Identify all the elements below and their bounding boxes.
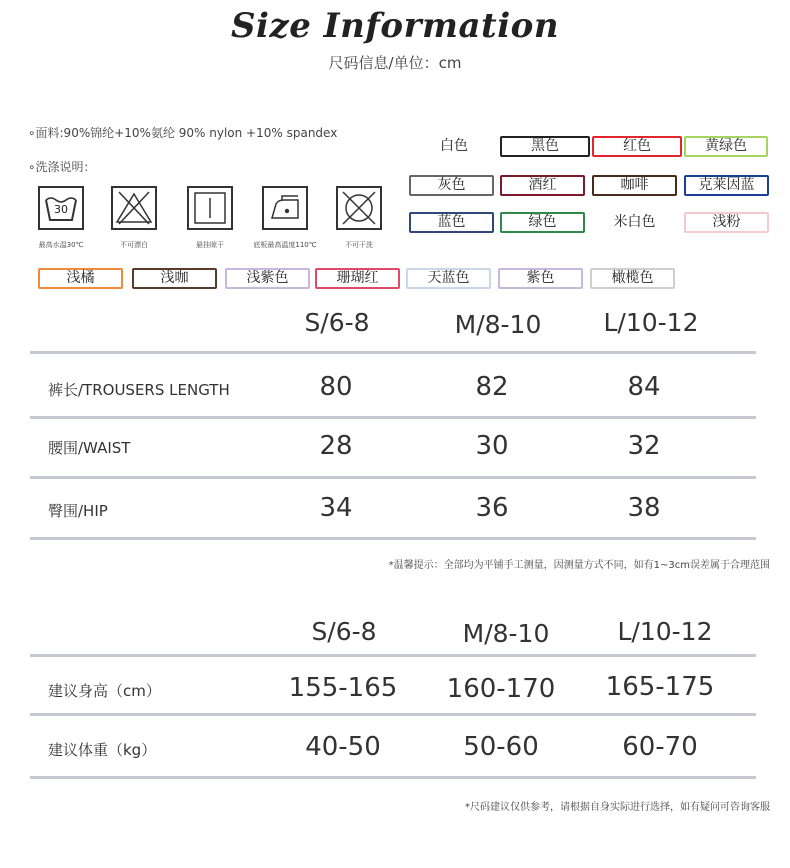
color-option[interactable]: 咖啡	[592, 175, 677, 196]
table-cell: 60-70	[622, 732, 698, 762]
color-option[interactable]: 黑色	[500, 136, 590, 157]
table-cell: 38	[627, 493, 661, 523]
fit-header-s: S/6-8	[311, 617, 377, 646]
color-option[interactable]: 橄榄色	[590, 268, 675, 289]
color-option[interactable]: 珊瑚红	[315, 268, 400, 289]
color-option[interactable]: 白色	[409, 136, 499, 157]
iron-110-icon	[262, 186, 308, 230]
care-label: 悬挂晾干	[196, 241, 224, 249]
color-option[interactable]: 浅橘	[38, 268, 123, 289]
row-label-height: 建议身高（cm）	[48, 682, 161, 700]
table-cell: 82	[475, 372, 509, 402]
size-advice-note: *尺码建议仅供参考，请根据自身实际进行选择，如有疑问可咨询客服	[465, 802, 770, 813]
care-title: ∘洗涤说明：	[28, 160, 96, 174]
color-option[interactable]: 克莱因蓝	[684, 175, 769, 196]
page-title: Size Information	[230, 6, 560, 46]
table-divider	[30, 654, 756, 657]
table-divider	[30, 537, 756, 540]
table-cell: 36	[475, 493, 509, 523]
row-label-length: 裤长/TROUSERS LENGTH	[48, 381, 230, 399]
color-option[interactable]: 蓝色	[409, 212, 494, 233]
row-label-waist: 腰围/WAIST	[48, 439, 131, 457]
color-option[interactable]: 黄绿色	[684, 136, 768, 157]
no-dry-clean-icon	[336, 186, 382, 230]
care-label: 不可干洗	[345, 241, 373, 249]
table-divider	[30, 351, 756, 354]
hang-dry-icon	[187, 186, 233, 230]
table-divider	[30, 476, 756, 479]
table-cell: 84	[627, 372, 661, 402]
color-option[interactable]: 紫色	[498, 268, 583, 289]
table-cell: 30	[475, 431, 509, 461]
wash-30-icon: 30	[38, 186, 84, 230]
color-option[interactable]: 浅粉	[684, 212, 769, 233]
measurement-note: *温馨提示：全部均为平铺手工测量，因测量方式不同，如有1~3cm误差属于合理范围	[388, 560, 770, 571]
color-option[interactable]: 灰色	[409, 175, 494, 196]
table-divider	[30, 713, 756, 716]
table-cell: 165-175	[605, 672, 715, 702]
table-divider	[30, 776, 756, 779]
fit-header-l: L/10-12	[617, 617, 713, 646]
color-option[interactable]: 米白色	[592, 212, 677, 233]
color-option[interactable]: 酒红	[500, 175, 585, 196]
row-label-hip: 臀围/HIP	[48, 502, 108, 520]
care-label: 最高水温30℃	[38, 241, 84, 249]
care-label: 底板最高温度110℃	[253, 241, 317, 249]
color-option[interactable]: 浅咖	[132, 268, 217, 289]
table-cell: 50-60	[463, 732, 539, 762]
page-subtitle: 尺码信息/单位：cm	[328, 54, 462, 72]
color-option[interactable]: 红色	[592, 136, 682, 157]
color-option[interactable]: 绿色	[500, 212, 585, 233]
size-header-l: L/10-12	[603, 308, 699, 337]
size-header-s: S/6-8	[304, 308, 370, 337]
table-divider	[30, 416, 756, 419]
table-cell: 32	[627, 431, 661, 461]
fit-header-m: M/8-10	[462, 619, 550, 648]
care-label: 不可漂白	[120, 241, 148, 249]
table-cell: 80	[319, 372, 353, 402]
color-option[interactable]: 浅紫色	[225, 268, 310, 289]
row-label-weight: 建议体重（kg）	[48, 741, 157, 759]
table-cell: 40-50	[305, 732, 381, 762]
table-cell: 28	[319, 431, 353, 461]
no-bleach-icon	[111, 186, 157, 230]
size-header-m: M/8-10	[454, 310, 542, 339]
fabric-composition: ∘面料:90%锦纶+10%氨纶 90% nylon +10% spandex	[28, 126, 338, 140]
table-cell: 34	[319, 493, 353, 523]
color-option[interactable]: 天蓝色	[406, 268, 491, 289]
table-cell: 160-170	[446, 674, 556, 704]
table-cell: 155-165	[288, 673, 398, 703]
